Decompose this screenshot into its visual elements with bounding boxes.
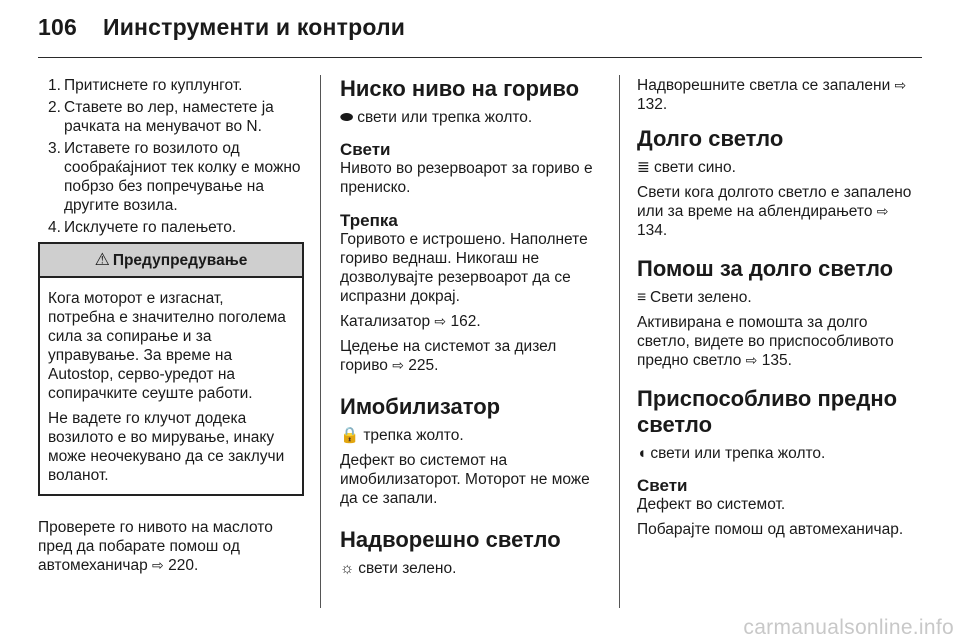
subheading: Свети (340, 140, 391, 159)
reference-arrow-icon: ⇨ (745, 352, 758, 368)
paragraph: Нивото во резервоарот за гориво е прениско. (340, 160, 593, 196)
watermark: carmanualsonline.info (743, 616, 954, 639)
section-heading: Долго светло (637, 126, 784, 151)
paragraph: ⬬ свети или трепка жолто. (340, 109, 533, 126)
list-item: 4. Исклучете го палењето. (48, 219, 237, 236)
paragraph: ☼ свети зелено. (340, 560, 457, 577)
reference-arrow-icon: ⇨ (876, 203, 889, 219)
column-divider (320, 75, 321, 608)
paragraph: Активирана е помошта за долго светло, видете во приспособливото предно светло ⇨ 135. (637, 314, 894, 369)
list-item: 3. Иставете го возилото од сообраќајниот тек колку е можно побрзо без попречување на другите возила. (48, 140, 301, 214)
subheading: Трепка (340, 211, 398, 230)
immobilizer-icon: 🔒 (340, 427, 360, 444)
section-heading: Надворешно светло (340, 527, 561, 552)
list-item: 1. Притиснете го куплунгот. (48, 77, 243, 94)
fuel-level-icon: ⬬ (340, 109, 354, 126)
section-heading: Приспособливо предно светло (637, 386, 898, 437)
warning-box (38, 242, 304, 496)
column-2 (340, 76, 606, 584)
column-divider (619, 75, 620, 608)
paragraph: Проверете го нивото на маслото пред да побарате помош од автомеханичар ⇨ 220. (38, 519, 273, 574)
reference-arrow-icon: ⇨ (392, 357, 404, 373)
paragraph: Катализатор ⇨ 162. (340, 313, 481, 330)
warning-paragraph: Не вадете го клучот додека возилото е во мирување, инаку може неочекувано да се заклучи воланот. (48, 410, 285, 484)
paragraph: 🔒 трепка жолто. (340, 427, 464, 444)
section-heading: Помош за долго светло (637, 256, 894, 281)
warning-body (40, 278, 302, 494)
paragraph: ≡ Свети зелено. (637, 289, 752, 306)
warning-paragraph: Кога моторот е изгаснат, потребна е значително поголема сила за сопирање и за управување. За време на Autostop, серво-уредот на сопирачките сеуште работи. (48, 290, 286, 402)
section-heading: Имобилизатор (340, 394, 501, 419)
paragraph: Цедење на системот за дизел гориво ⇨ 225. (340, 338, 557, 374)
paragraph: Свети кога долгото светло е запалено или за време на аблендирањето ⇨ 134. (637, 184, 912, 239)
steps-list (38, 76, 304, 237)
column-1 (38, 76, 304, 581)
section-heading: Ниско ниво на гориво (340, 76, 580, 101)
subheading: Свети (637, 476, 688, 495)
paragraph: Горивото е истрошено. Наполнете гориво веднаш. Никогаш не дозволувајте резервоарот да се испразни докрај. (340, 231, 588, 305)
paragraph: Надворешните светла се запалени ⇨ 132. (637, 77, 907, 113)
header-rule (38, 57, 922, 58)
paragraph: Побарајте помош од автомеханичар. (637, 521, 904, 538)
reference-arrow-icon: ⇨ (894, 77, 907, 93)
adaptive-light-icon: ◖ (637, 445, 647, 462)
paragraph: Дефект во системот. (637, 496, 786, 513)
paragraph: ◖ свети или трепка жолто. (637, 445, 826, 462)
page-number: 106 (38, 14, 77, 40)
page-header (38, 14, 405, 41)
high-beam-assist-icon: ≡ (637, 289, 647, 306)
page-title: Иинструменти и контроли (102, 14, 406, 40)
paragraph: ≣ свети сино. (637, 159, 736, 176)
warning-title: Предупредување (112, 252, 248, 269)
reference-arrow-icon: ⇨ (152, 557, 164, 573)
paragraph: Дефект во системот на имобилизаторот. Моторот не може да се запали. (340, 452, 590, 507)
column-3 (637, 76, 919, 545)
reference-arrow-icon: ⇨ (434, 313, 447, 329)
warning-triangle-icon: ⚠ (94, 250, 110, 269)
exterior-light-icon: ☼ (340, 560, 355, 577)
warning-header (40, 244, 302, 278)
high-beam-icon: ≣ (637, 159, 650, 176)
list-item: 2. Ставете во лер, наместете ја рачката на менувачот во N. (48, 99, 274, 135)
